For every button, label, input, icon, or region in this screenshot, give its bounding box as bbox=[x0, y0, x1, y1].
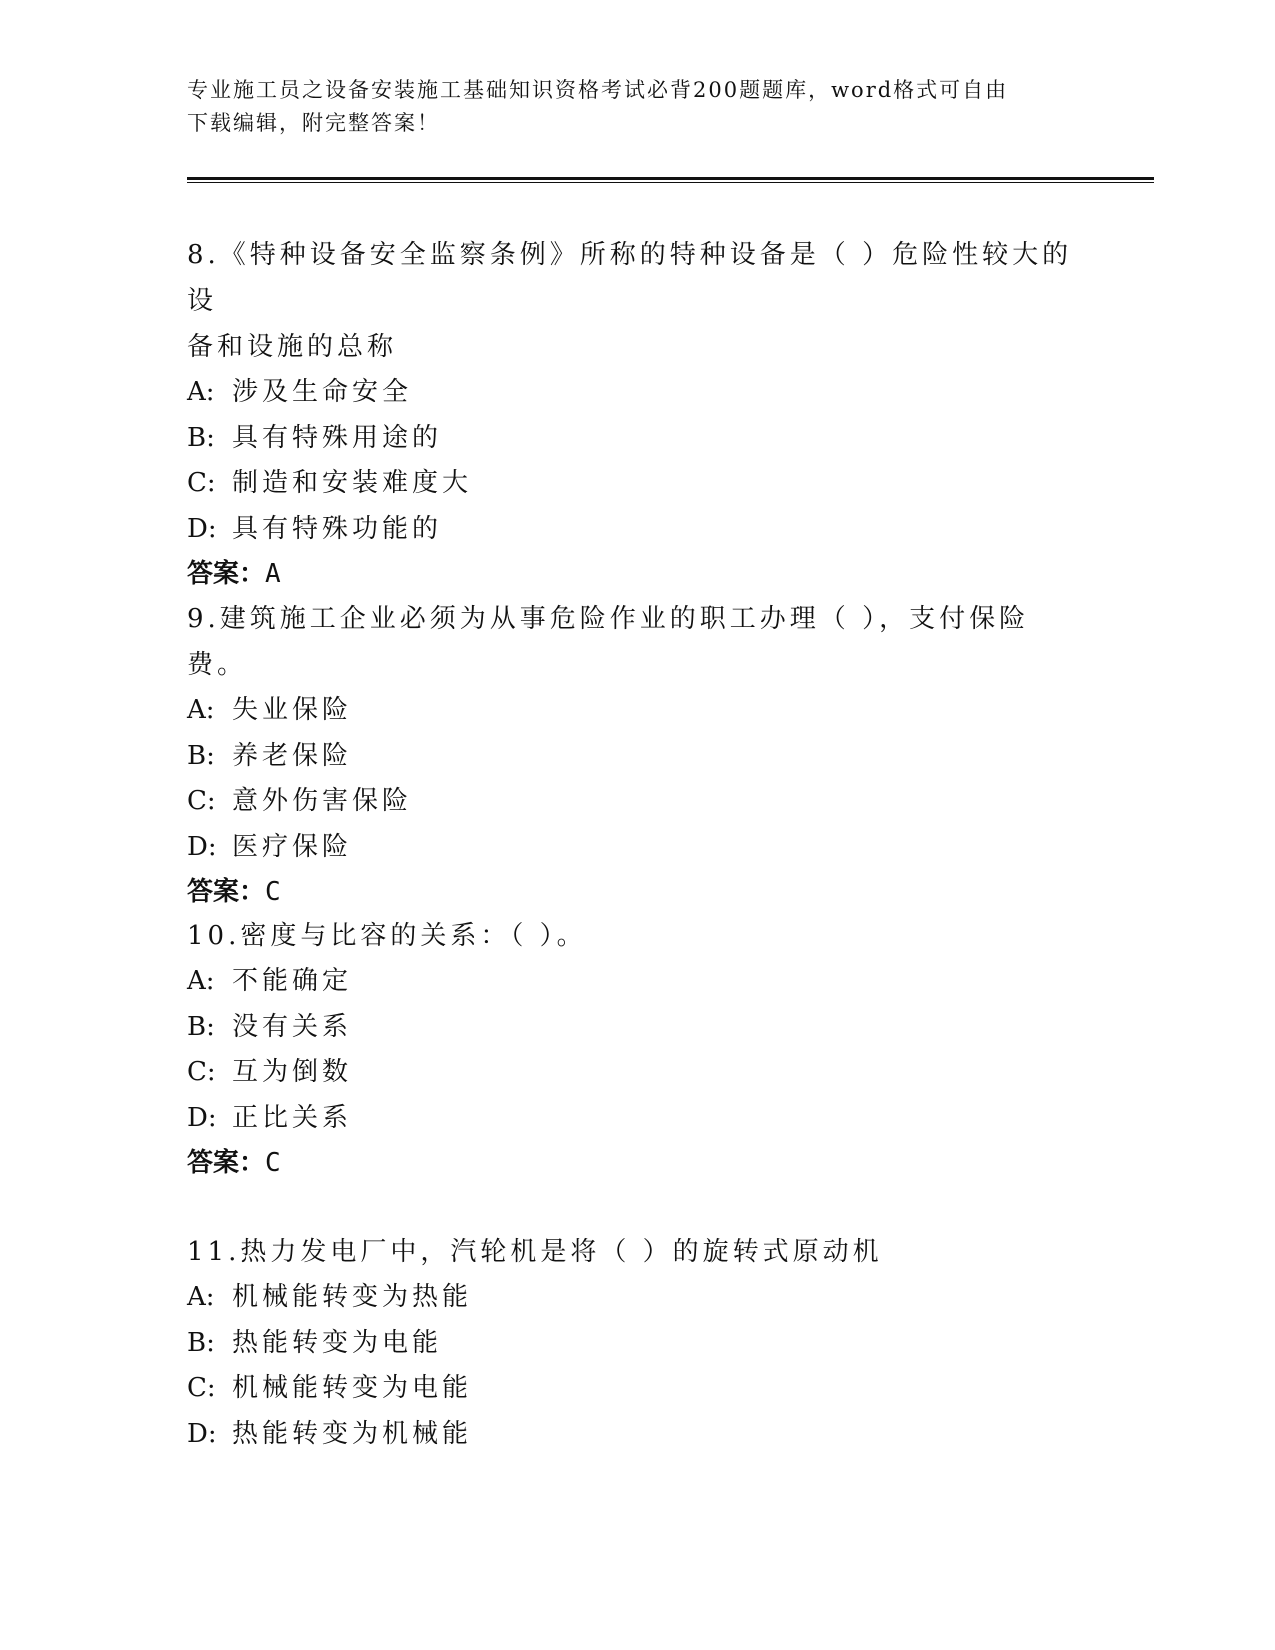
option-text: 机械能转变为热能 bbox=[232, 1282, 473, 1312]
answer-value: C bbox=[265, 1148, 281, 1178]
option-b bbox=[187, 1321, 1087, 1367]
option-letter: D: bbox=[187, 1102, 217, 1133]
option-letter: A: bbox=[187, 695, 215, 725]
answer-line bbox=[187, 1141, 1087, 1187]
option-text: 正比关系 bbox=[232, 1102, 353, 1133]
option-text: 医疗保险 bbox=[232, 831, 353, 862]
option-letter: A: bbox=[187, 377, 215, 407]
option-c bbox=[187, 779, 1087, 825]
option-a bbox=[187, 370, 1087, 416]
option-text: 不能确定 bbox=[232, 966, 353, 996]
header-line-1: 专业施工员之设备安装施工基础知识资格考试必背200题题库，word格式可自由 bbox=[187, 78, 1009, 102]
option-letter: D: bbox=[187, 1418, 217, 1449]
option-letter: B: bbox=[187, 1011, 215, 1042]
question-text: 8.《特种设备安全监察条例》所称的特种设备是（ ）危险性较大的设 bbox=[187, 240, 1073, 316]
question-8 bbox=[187, 232, 1087, 598]
option-c bbox=[187, 1050, 1087, 1096]
answer-label: 答案： bbox=[187, 1148, 266, 1178]
option-letter: C: bbox=[187, 1057, 216, 1087]
option-letter: B: bbox=[187, 1327, 215, 1358]
option-text: 制造和安装难度大 bbox=[232, 468, 473, 498]
question-text: 11.热力发电厂中，汽轮机是将（ ）的旋转式原动机 bbox=[187, 1237, 883, 1267]
option-text: 意外伤害保险 bbox=[232, 786, 413, 816]
option-text: 互为倒数 bbox=[232, 1057, 353, 1087]
option-text: 没有关系 bbox=[232, 1011, 353, 1042]
option-d bbox=[187, 1096, 1087, 1142]
question-text-continued: 备和设施的总称 bbox=[187, 332, 398, 362]
option-d bbox=[187, 825, 1087, 871]
question-11 bbox=[187, 1229, 1087, 1457]
option-d bbox=[187, 1412, 1087, 1458]
option-letter: D: bbox=[187, 513, 217, 544]
answer-label: 答案： bbox=[187, 877, 266, 907]
option-b bbox=[187, 416, 1087, 462]
question-text: 10.密度与比容的关系：（ ）。 bbox=[187, 921, 587, 951]
option-text: 失业保险 bbox=[232, 695, 353, 725]
option-text: 具有特殊功能的 bbox=[232, 513, 443, 544]
question-text: 9.建筑施工企业必须为从事危险作业的职工办理（ ），支付保险费。 bbox=[187, 604, 1030, 680]
option-letter: C: bbox=[187, 468, 216, 498]
header-rule-thin bbox=[187, 182, 1154, 183]
option-a bbox=[187, 959, 1087, 1005]
option-letter: A: bbox=[187, 966, 215, 996]
question-9 bbox=[187, 596, 1087, 916]
option-letter: B: bbox=[187, 740, 215, 771]
option-c bbox=[187, 461, 1087, 507]
header-line-2: 下载编辑，附完整答案！ bbox=[187, 111, 440, 135]
option-b bbox=[187, 1005, 1087, 1051]
option-letter: A: bbox=[187, 1282, 215, 1312]
option-b bbox=[187, 734, 1087, 780]
answer-label: 答案： bbox=[187, 559, 266, 589]
option-letter: B: bbox=[187, 422, 215, 453]
option-d bbox=[187, 507, 1087, 553]
option-letter: C: bbox=[187, 1373, 216, 1403]
option-text: 机械能转变为电能 bbox=[232, 1373, 473, 1403]
option-text: 养老保险 bbox=[232, 740, 353, 771]
answer-value: A bbox=[265, 559, 281, 589]
option-text: 热能转变为电能 bbox=[232, 1327, 443, 1358]
option-a bbox=[187, 1275, 1087, 1321]
document-header bbox=[187, 74, 1087, 140]
option-text: 热能转变为机械能 bbox=[232, 1418, 473, 1449]
header-rule-thick bbox=[187, 177, 1154, 180]
option-letter: C: bbox=[187, 786, 216, 816]
option-c bbox=[187, 1366, 1087, 1412]
answer-value: C bbox=[265, 877, 281, 907]
option-text: 具有特殊用途的 bbox=[232, 422, 443, 453]
answer-line bbox=[187, 870, 1087, 916]
option-a bbox=[187, 688, 1087, 734]
question-10 bbox=[187, 913, 1087, 1187]
answer-line bbox=[187, 552, 1087, 598]
option-text: 涉及生命安全 bbox=[232, 377, 413, 407]
option-letter: D: bbox=[187, 831, 217, 862]
